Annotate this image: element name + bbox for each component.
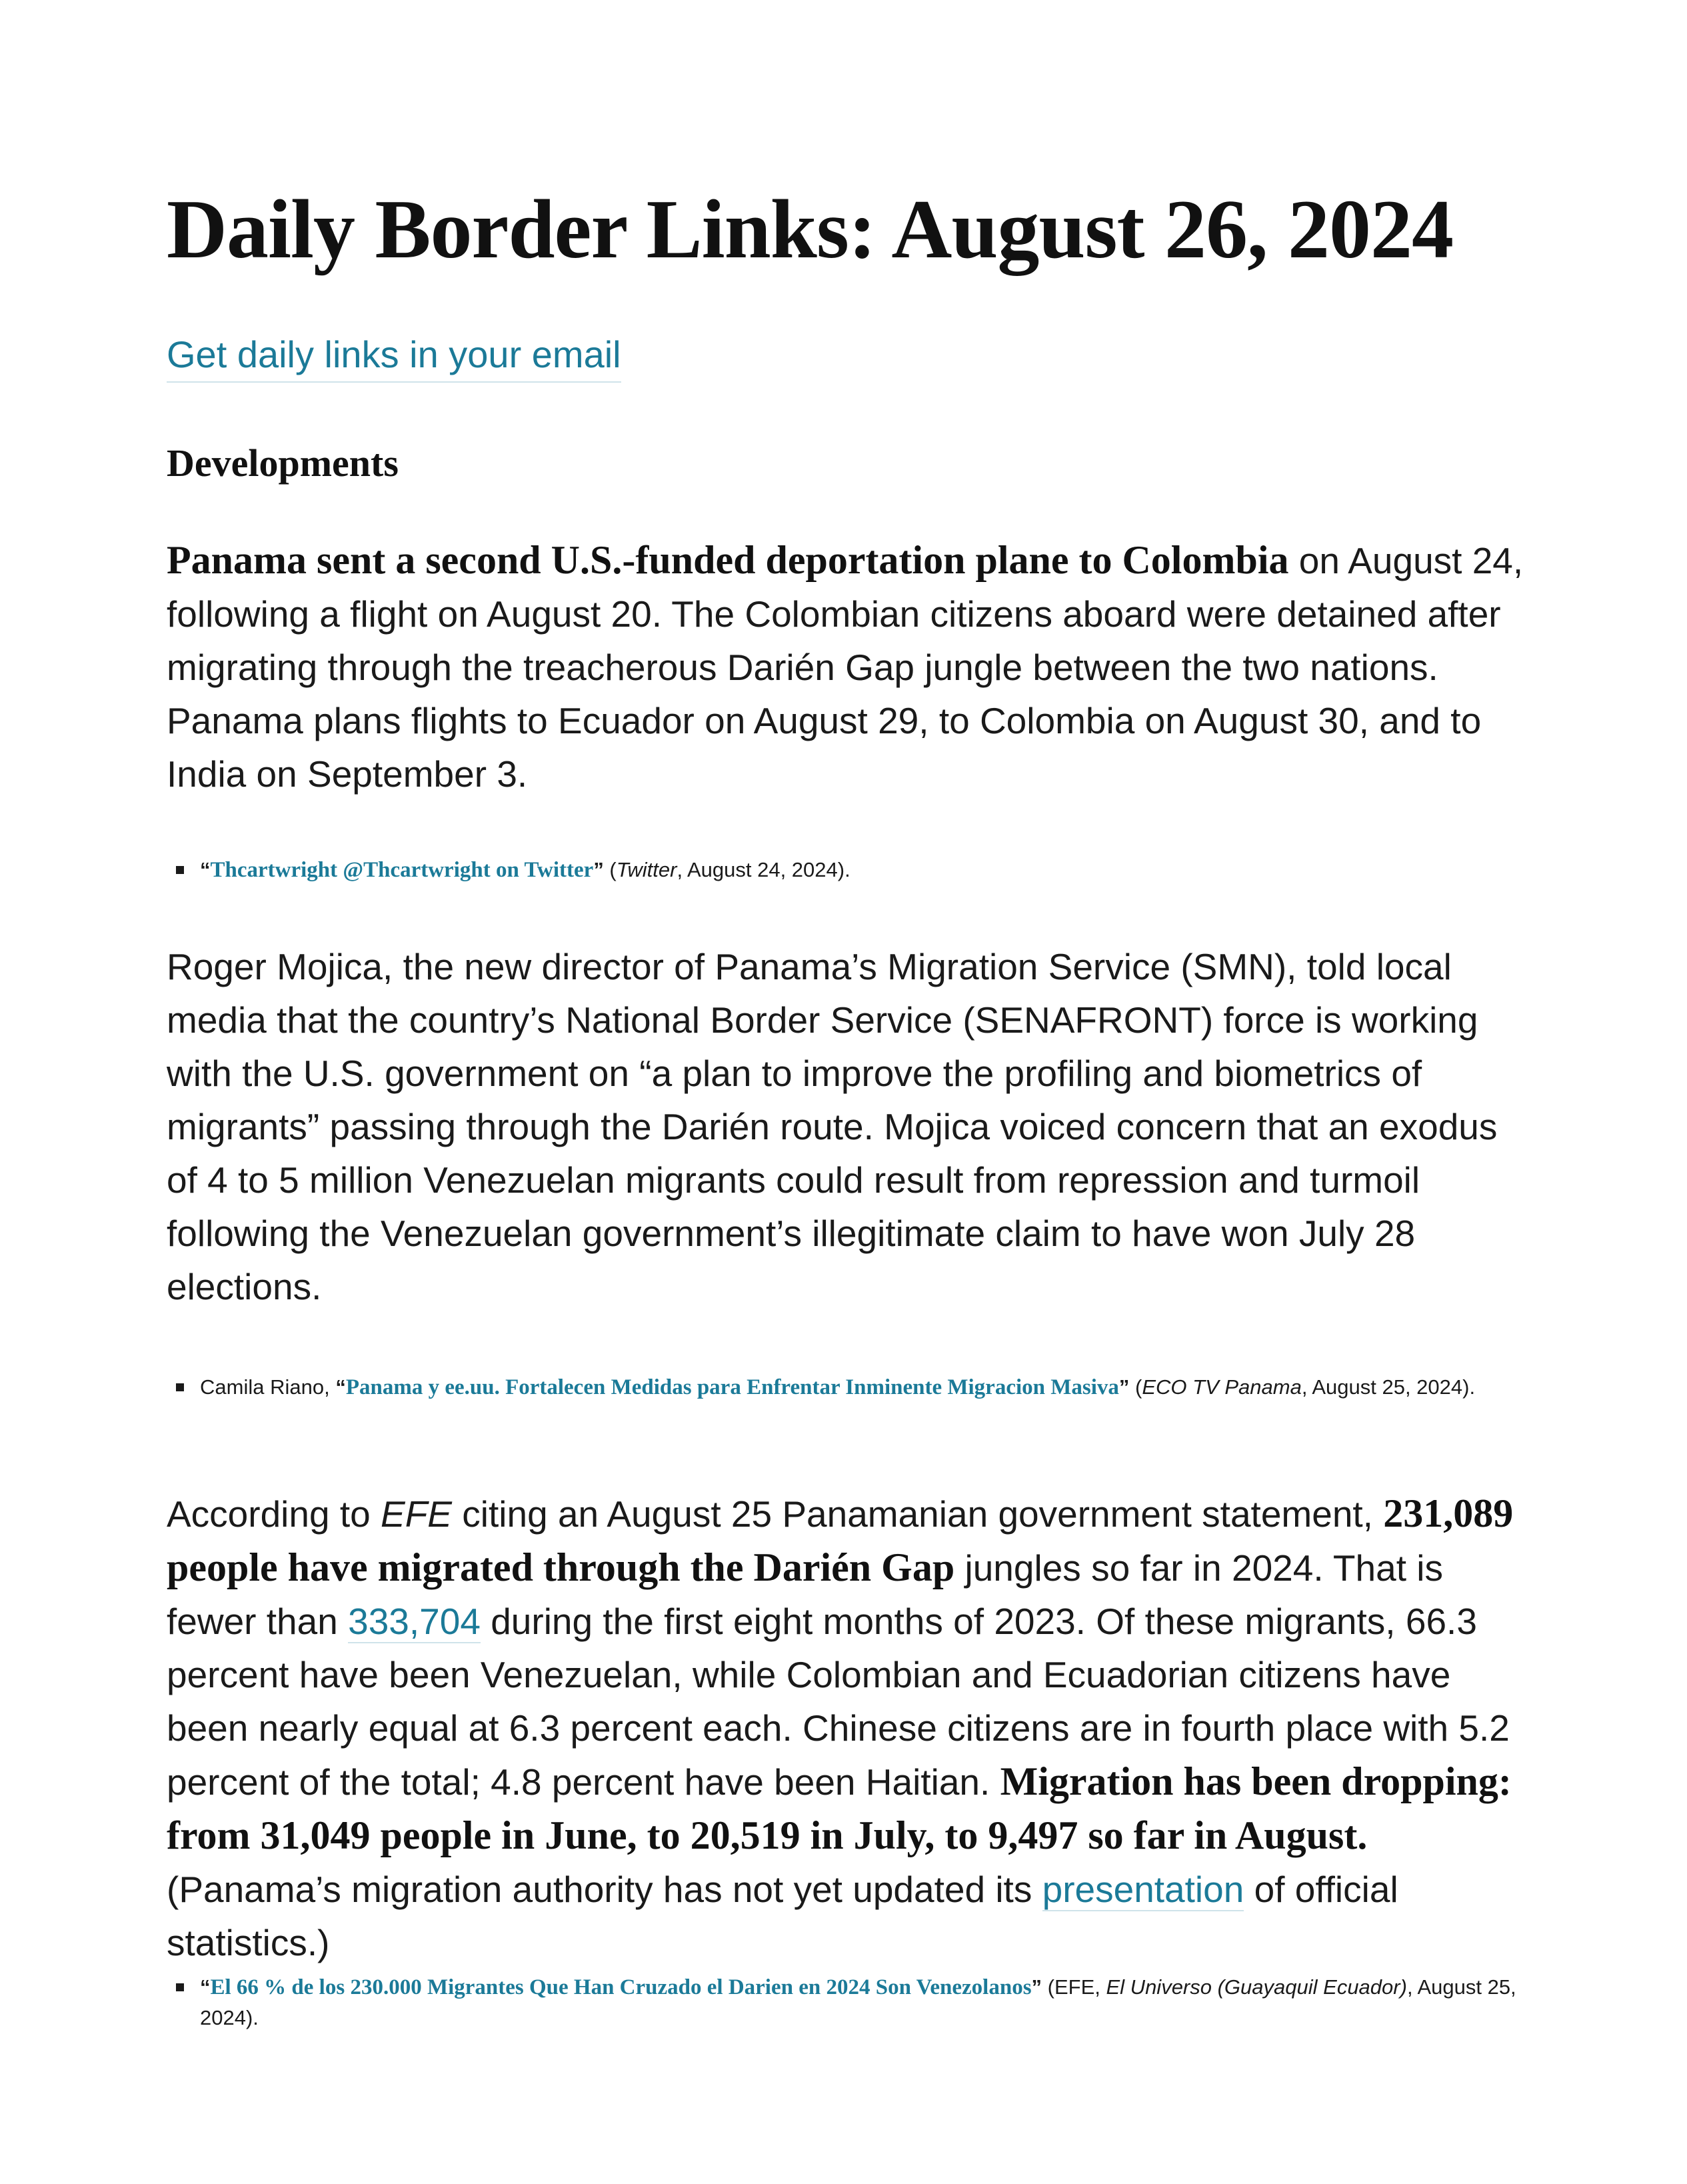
paragraph-deportation-flights — [167, 533, 1526, 801]
paragraph-lead: Panama sent a second U.S.-funded deportation plane to Colombia — [167, 538, 1289, 582]
bullet-icon — [176, 1983, 184, 1991]
bullet-icon — [176, 866, 184, 874]
source-outlet: ECO TV Panama — [1142, 1375, 1302, 1399]
section-heading: Developments — [167, 441, 399, 485]
highlight-monthly-drop: Migration has been dropping: from 31,049 people in June, to 20,519 in July, to 9,497 so far in August. — [167, 1759, 1512, 1857]
source-list — [167, 1972, 1520, 2033]
paragraph-darien-statistics: According to EFE citing an August 25 Panamanian government statement, 231,089 people have migrated through the Darién Gap jungles so far in 2024. That is fewer than 333,704 during the first eight months of 2023. Of these migrants, 66.3 percent have been Venezuelan, while Colombian and Ecuadorian citizens have been nearly equal at 6.3 percent each. Chinese citizens are in fourth place with 5.2 percent of the total; 4.8 percent have been Haitian. Migration has been dropping: from 31,049 people in June, to 20,519 in July, to 9,497 so far in August. (Panama’s migration authority has not yet updated its presentation of official statistics.) — [167, 1491, 1514, 1963]
link-presentation[interactable]: presentation — [1042, 1869, 1244, 1910]
source-outlet: El Universo (Guayaquil Ecuador) — [1106, 1975, 1407, 1999]
source-item: “Thcartwright @Thcartwright on Twitter” (Twitter, August 24, 2024). — [200, 855, 1520, 885]
paragraph-text: on August 24, following a flight on August 20. The Colombian citizens aboard were detained after migrating through the treacherous Darién Gap jungle between the two nations. Panama plans flights to Ecuador on August 29, to Colombia on August 30, and to India on September 3. — [167, 540, 1524, 795]
paragraph-mojica: Roger Mojica, the new director of Panama’s Migration Service (SMN), told local media that the country’s National Border Service (SENAFRONT) force is working with the U.S. government on “a plan to improve the profiling and biometrics of migrants” passing through the Darién route. Mojica voiced concern that an exodus of 4 to 5 million Venezuelan migrants could result from repression and turmoil following the Venezuelan government’s illegitimate claim to have won July 28 elections. — [167, 946, 1498, 1307]
source-link[interactable]: El 66 % de los 230.000 Migrantes Que Han Cruzado el Darien en 2024 Son Venezolanos — [210, 1975, 1032, 1999]
source-item: “El 66 % de los 230.000 Migrantes Que Han Cruzado el Darien en 2024 Son Venezolanos” (EFE, El Universo (Guayaquil Ecuador), August 25, 2024). — [200, 1972, 1520, 2033]
highlight-total: 231,089 people have migrated through the Darién Gap — [167, 1491, 1514, 1589]
source-link[interactable]: Panama y ee.uu. Fortalecen Medidas para Enfrentar Inminente Migracion Masiva — [345, 1375, 1119, 1399]
source-link[interactable]: Thcartwright @Thcartwright on Twitter — [210, 858, 594, 882]
bullet-icon — [176, 1383, 184, 1391]
source-item: Camila Riano, “Panama y ee.uu. Fortalecen Medidas para Enfrentar Inminente Migracion Masiva” (ECO TV Panama, August 25, 2024). — [200, 1372, 1520, 1403]
page-title: Daily Border Links: August 26, 2024 — [167, 183, 1453, 276]
source-outlet: Twitter — [616, 858, 677, 881]
source-list — [167, 1372, 1520, 1403]
efe-mention: EFE — [381, 1493, 452, 1535]
subscribe-link[interactable]: Get daily links in your email — [167, 328, 621, 383]
source-author: Camila Riano, — [200, 1375, 336, 1399]
source-list — [167, 855, 1520, 885]
link-2023-total[interactable]: 333,704 — [348, 1601, 481, 1642]
